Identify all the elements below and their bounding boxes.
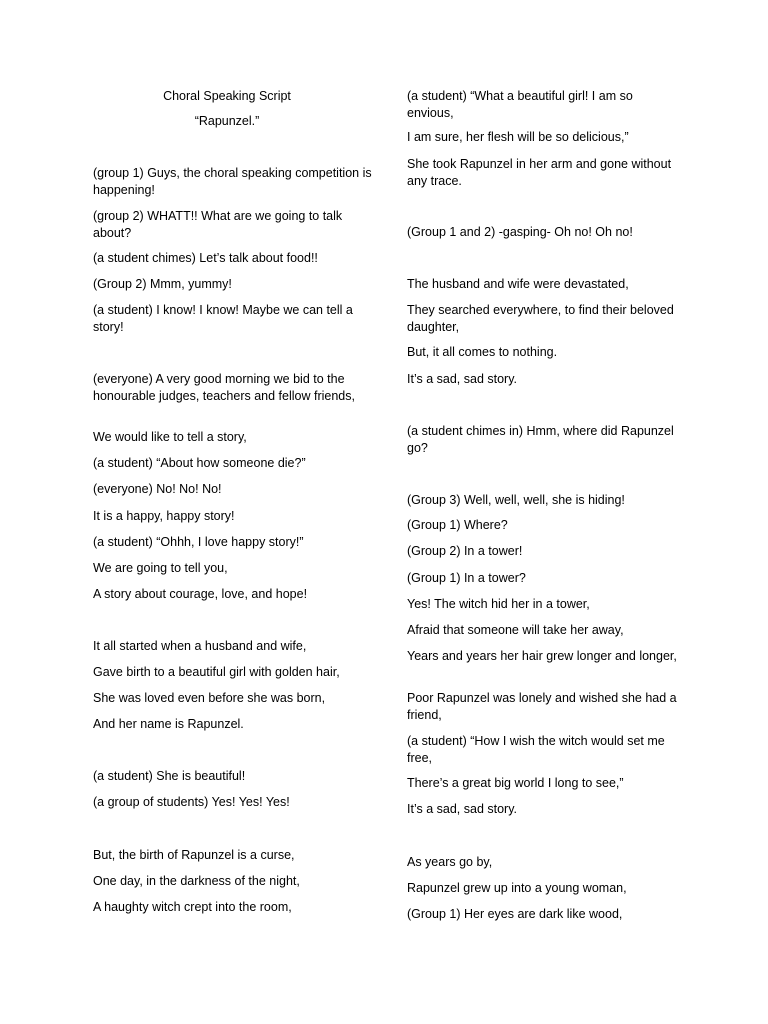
script-line: (Group 3) Well, well, well, she is hiding! — [407, 493, 625, 507]
script-line: But, it all comes to nothing. — [407, 345, 558, 359]
script-line: Poor Rapunzel was lonely and wished she had a friend, — [407, 691, 677, 722]
script-line: (a student) “How I wish the witch would set me free, — [407, 734, 665, 765]
script-line: And her name is Rapunzel. — [93, 717, 244, 731]
script-line: One day, in the darkness of the night, — [93, 874, 300, 888]
script-line: It all started when a husband and wife, — [93, 639, 307, 653]
script-line: But, the birth of Rapunzel is a curse, — [93, 848, 295, 862]
script-line: (everyone) A very good morning we bid to the honourable judges, teachers and fellow friends, — [93, 372, 355, 403]
script-line: We would like to tell a story, — [93, 430, 247, 444]
script-subtitle: “Rapunzel.” — [194, 114, 260, 128]
script-line: (a student) “About how someone die?” — [93, 456, 306, 470]
script-line: Years and years her hair grew longer and longer, — [407, 649, 677, 663]
script-line: Rapunzel grew up into a young woman, — [407, 881, 627, 895]
script-line: We are going to tell you, — [93, 561, 228, 575]
script-line: (a student chimes) Let’s talk about food!! — [93, 251, 318, 265]
script-line: A story about courage, love, and hope! — [93, 587, 308, 601]
script-line: (group 2) WHATT!! What are we going to talk about? — [93, 209, 343, 240]
script-line: She took Rapunzel in her arm and gone without any trace. — [407, 157, 672, 188]
script-line: The husband and wife were devastated, — [407, 277, 629, 291]
script-line: Gave birth to a beautiful girl with golden hair, — [93, 665, 340, 679]
script-line: She was loved even before she was born, — [93, 691, 326, 705]
script-line: (a student) I know! I know! Maybe we can tell a story! — [93, 303, 353, 334]
script-line: As years go by, — [407, 855, 493, 869]
script-line: I am sure, her flesh will be so delicious,” — [407, 130, 629, 144]
script-line: (Group 1) Where? — [407, 518, 508, 532]
script-line: (group 1) Guys, the choral speaking competition is happening! — [93, 166, 372, 197]
script-line: A haughty witch crept into the room, — [93, 900, 292, 914]
script-line: (Group 2) In a tower! — [407, 544, 523, 558]
script-line: It’s a sad, sad story. — [407, 372, 518, 386]
script-line: (Group 1 and 2) -gasping- Oh no! Oh no! — [407, 225, 633, 239]
script-line: There’s a great big world I long to see,” — [407, 776, 624, 790]
script-line: It’s a sad, sad story. — [407, 802, 518, 816]
script-line: (a student) “Ohhh, I love happy story!” — [93, 535, 304, 549]
script-line: (a student chimes in) Hmm, where did Rapunzel go? — [407, 424, 674, 455]
script-line: They searched everywhere, to find their beloved daughter, — [407, 303, 674, 334]
script-line: It is a happy, happy story! — [93, 509, 235, 523]
script-title: Choral Speaking Script — [163, 89, 291, 103]
script-line: (Group 1) In a tower? — [407, 571, 526, 585]
script-line: Yes! The witch hid her in a tower, — [407, 597, 590, 611]
script-line: (everyone) No! No! No! — [93, 482, 222, 496]
script-line: Afraid that someone will take her away, — [407, 623, 624, 637]
script-line: (Group 2) Mmm, yummy! — [93, 277, 232, 291]
script-line: (a group of students) Yes! Yes! Yes! — [93, 795, 290, 809]
script-line: (Group 1) Her eyes are dark like wood, — [407, 907, 623, 921]
script-line: (a student) She is beautiful! — [93, 769, 246, 783]
script-line: (a student) “What a beautiful girl! I am so envious, — [407, 89, 633, 120]
